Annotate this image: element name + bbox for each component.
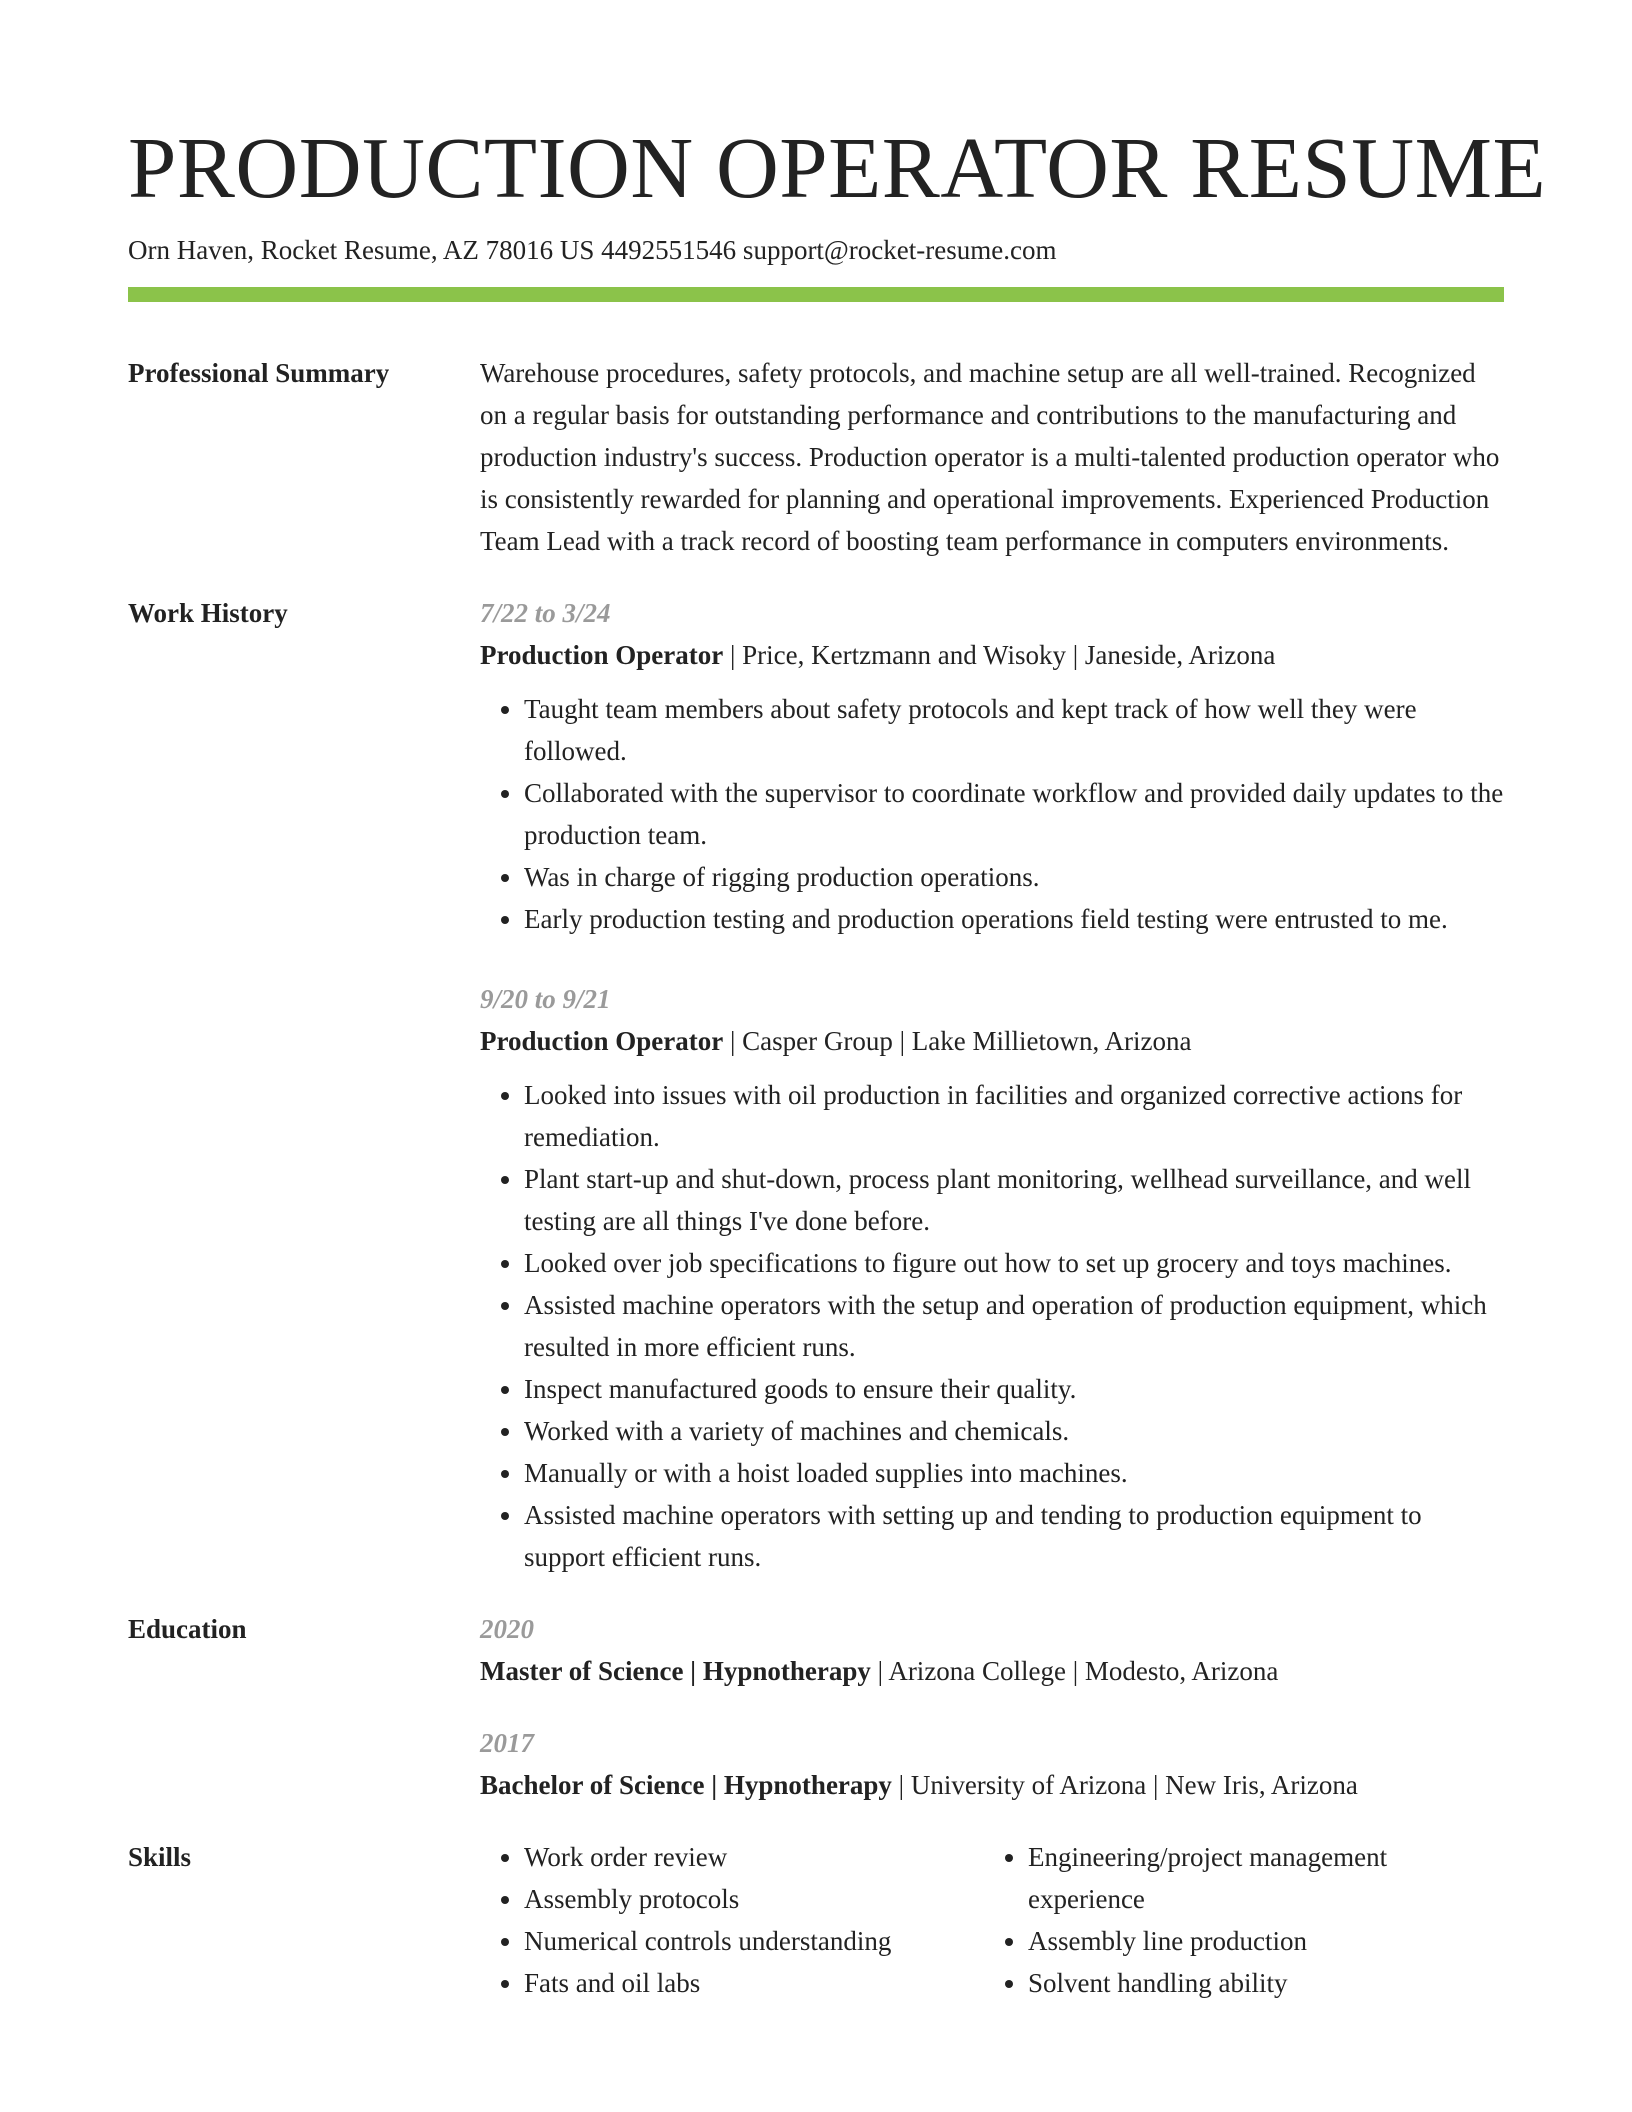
degree-title: Bachelor of Science | Hypnotherapy: [480, 1770, 892, 1800]
education-year: 2017: [480, 1728, 534, 1758]
education-section: [128, 1608, 1504, 1806]
summary-section: [128, 352, 1504, 562]
job-heading: [480, 634, 1504, 676]
list-item: • Numerical controls understanding: [524, 1920, 984, 1962]
resume-title: PRODUCTION OPERATOR RESUME: [128, 119, 1547, 216]
work-history-section: [128, 592, 1504, 1578]
list-item: • Collaborated with the supervisor to coordinate workflow and provided daily updates to the production team.: [524, 772, 1504, 856]
list-item: • Assisted machine operators with setting up and tending to production equipment to support efficient runs.: [524, 1494, 1504, 1578]
job-details: | Price, Kertzmann and Wisoky | Janeside, Arizona: [723, 640, 1276, 670]
list-item: • Plant start-up and shut-down, process plant monitoring, wellhead surveillance, and well testing are all things I've done before.: [524, 1158, 1504, 1242]
job-dates: 7/22 to 3/24: [480, 598, 611, 628]
list-item: • Assembly line production: [1028, 1920, 1488, 1962]
education-details: | Arizona College | Modesto, Arizona: [870, 1656, 1279, 1686]
job-title: Production Operator: [480, 1026, 724, 1056]
job-heading: [480, 1020, 1504, 1062]
contact-line: Orn Haven, Rocket Resume, AZ 78016 US 4492551546 support@rocket-resume.com: [128, 235, 1057, 265]
list-item: • Worked with a variety of machines and chemicals.: [524, 1410, 1504, 1452]
skills-section: [128, 1836, 1504, 2004]
education-year: 2020: [480, 1614, 534, 1644]
list-item: • Assembly protocols: [524, 1878, 984, 1920]
list-item: • Assisted machine operators with the setup and operation of production equipment, which resulted in more efficient runs.: [524, 1284, 1504, 1368]
job-entry: [480, 978, 1504, 1578]
list-item: • Engineering/project management experience: [1028, 1836, 1488, 1920]
education-entry: [480, 1608, 1504, 1692]
job-entry: [480, 592, 1504, 940]
skills-body: [480, 1836, 1504, 2004]
work-history-body: [480, 592, 1504, 1578]
degree-title: Master of Science | Hypnotherapy: [480, 1656, 871, 1686]
list-item: • Fats and oil labs: [524, 1962, 984, 2004]
summary-text: Warehouse procedures, safety protocols, and machine setup are all well-trained. Recognized on a regular basis for outstanding performance and contributions to the manufacturing and production industry's success. Production operator is a multi-talented production operator who is consistently rewarded for planning and operational improvements. Experienced Production Team Lead with a track record of boosting team performance in computers environments.: [480, 358, 1500, 556]
education-heading: [480, 1764, 1504, 1806]
list-item: • Early production testing and production operations field testing were entrusted to me.: [524, 898, 1504, 940]
job-dates: 9/20 to 9/21: [480, 984, 611, 1014]
job-details: | Casper Group | Lake Millietown, Arizona: [723, 1026, 1192, 1056]
skills-columns: [480, 1836, 1504, 2004]
job-bullet-list: [480, 688, 1504, 940]
education-entry: [480, 1722, 1504, 1806]
list-item: • Looked into issues with oil production in facilities and organized corrective actions for remediation.: [524, 1074, 1504, 1158]
education-body: [480, 1608, 1504, 1806]
section-label-work-history: Work History: [128, 598, 288, 628]
list-item: • Looked over job specifications to figure out how to set up grocery and toys machines.: [524, 1242, 1504, 1284]
list-item: • Work order review: [524, 1836, 984, 1878]
skills-list-left: [480, 1836, 984, 2004]
skills-list-right: [984, 1836, 1488, 2004]
section-label-education: Education: [128, 1614, 247, 1644]
resume-page: [128, 0, 1547, 2004]
job-bullet-list: [480, 1074, 1504, 1578]
section-label-skills: Skills: [128, 1842, 192, 1872]
job-title: Production Operator: [480, 640, 724, 670]
section-label-summary: Professional Summary: [128, 358, 390, 388]
education-details: | University of Arizona | New Iris, Arizona: [891, 1770, 1358, 1800]
education-heading: [480, 1650, 1504, 1692]
list-item: • Manually or with a hoist loaded supplies into machines.: [524, 1452, 1504, 1494]
header-divider: [128, 287, 1504, 302]
list-item: • Taught team members about safety protocols and kept track of how well they were followed.: [524, 688, 1504, 772]
list-item: • Solvent handling ability: [1028, 1962, 1488, 2004]
list-item: • Inspect manufactured goods to ensure their quality.: [524, 1368, 1504, 1410]
list-item: • Was in charge of rigging production operations.: [524, 856, 1504, 898]
